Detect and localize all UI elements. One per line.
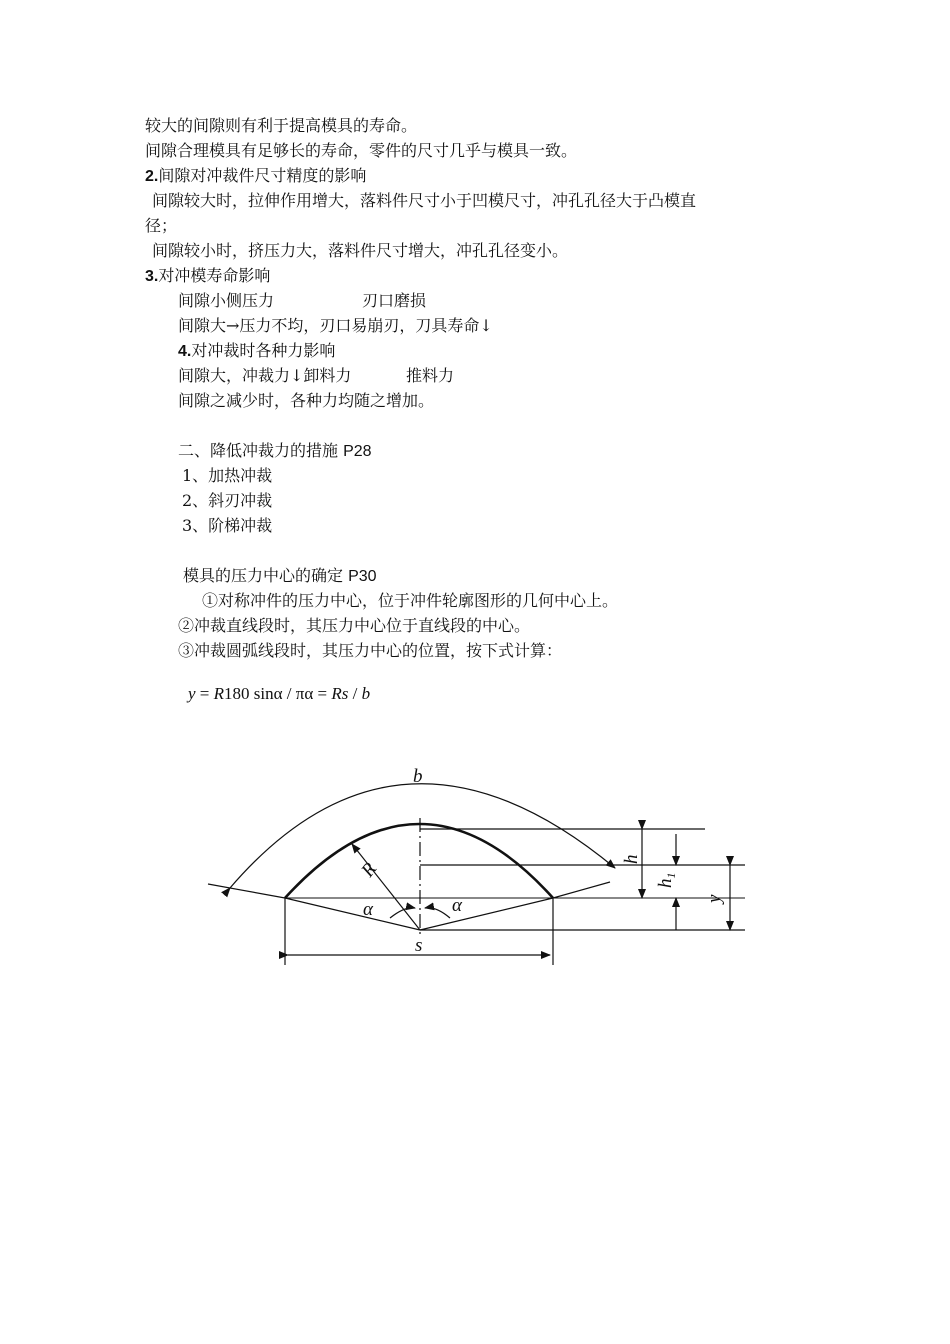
label-y: y [704, 894, 725, 903]
formula-var-R: R [213, 684, 225, 703]
text-content: 间隙较大时，拉伸作用增大，落料件尺寸小于凹模尺寸，冲孔孔径大于凸模直 [152, 191, 697, 210]
text-line-12 [178, 391, 434, 411]
text-line-2 [145, 141, 577, 161]
text-content: 间隙较小时，挤压力大，落料件尺寸增大，冲孔孔径变小。 [152, 241, 569, 260]
alpha-arc-right [425, 908, 450, 918]
arc-length-b [230, 784, 615, 888]
section-title: 对冲裁时各种力影响 [191, 341, 336, 360]
label-s: s [415, 935, 423, 956]
text-line-18 [202, 591, 618, 611]
pressure-center-formula [188, 684, 370, 704]
alpha-arc-left [390, 908, 415, 918]
text-content: 3、阶梯冲裁 [182, 516, 273, 535]
text-line-6 [152, 241, 568, 261]
list-item [182, 466, 272, 486]
text-content: 间隙大→压力不均，刃口易崩刃，刀具寿命↓ [178, 316, 493, 335]
formula-eq: = [195, 684, 214, 703]
page-reference: P30 [348, 568, 377, 585]
label-h1 [655, 873, 678, 889]
section-title: 对冲模寿命影响 [158, 266, 271, 285]
formula-var-y: y [188, 684, 196, 703]
section-heading-pressure-center [183, 566, 377, 587]
section-heading-4 [178, 341, 335, 362]
section-title: 二、降低冲裁力的措施 [178, 441, 339, 460]
text-content: 间隙合理模具有足够长的寿命，零件的尺寸几乎与模具一致。 [145, 141, 578, 160]
label-h1-sub: 1 [664, 872, 678, 879]
text-line-8 [178, 291, 427, 311]
section-number: 4. [178, 343, 192, 360]
text-content: 2、斜刃冲裁 [182, 491, 273, 510]
text-line-4 [152, 191, 696, 211]
section-heading-3 [145, 266, 270, 287]
text-content: 径； [145, 216, 178, 235]
text-line-19 [178, 616, 530, 636]
page-reference: P28 [343, 443, 372, 460]
section-number: 3. [145, 268, 159, 285]
text-line-5 [145, 216, 177, 236]
text-content: 侧压力 [226, 291, 275, 310]
text-content: 1、加热冲裁 [182, 466, 273, 485]
text-line-1 [145, 116, 417, 136]
arc-pressure-center-diagram [200, 760, 760, 980]
label-b: b [413, 766, 423, 787]
section-number: 2. [145, 168, 159, 185]
formula-mid: 180 sinα / πα = [224, 684, 332, 703]
list-item [182, 491, 272, 511]
formula-var-b: b [361, 684, 371, 703]
section-title: 间隙对冲裁件尺寸精度的影响 [158, 166, 367, 185]
formula-var-Rs: Rs [331, 684, 349, 703]
label-R: R [357, 859, 382, 882]
section-heading-reduce-force [178, 441, 372, 462]
section-heading-2 [145, 166, 366, 187]
text-line-20 [178, 641, 562, 661]
text-content: 刃口磨损 [362, 291, 427, 310]
text-content: 间隙小 [178, 291, 227, 310]
radius-left [285, 898, 420, 930]
text-content: ②冲裁直线段时，其压力中心位于直线段的中心。 [178, 616, 531, 635]
tangent-right [553, 882, 610, 898]
list-item [182, 516, 272, 536]
section-title: 模具的压力中心的确定 [183, 566, 344, 585]
tangent-left [208, 884, 285, 898]
label-h: h [621, 854, 642, 864]
label-alpha-right: α [452, 895, 462, 916]
text-content: 推料力 [406, 366, 455, 385]
text-line-9 [178, 316, 493, 336]
text-line-11 [178, 366, 455, 386]
text-content: 较大的间隙则有利于提高模具的寿命。 [145, 116, 418, 135]
formula-slash: / [348, 684, 362, 703]
radius-right [420, 898, 553, 930]
text-content: 间隙之减少时，各种力均随之增加。 [178, 391, 435, 410]
label-h1-main: h [655, 878, 676, 888]
text-content: ③冲裁圆弧线段时，其压力中心的位置，按下式计算： [178, 641, 563, 660]
text-content: ①对称冲件的压力中心，位于冲件轮廓图形的几何中心上。 [202, 591, 619, 610]
arc-curve [285, 824, 553, 898]
text-content: 间隙大，冲裁力↓卸料力 [178, 366, 352, 385]
label-alpha-left: α [363, 899, 373, 920]
